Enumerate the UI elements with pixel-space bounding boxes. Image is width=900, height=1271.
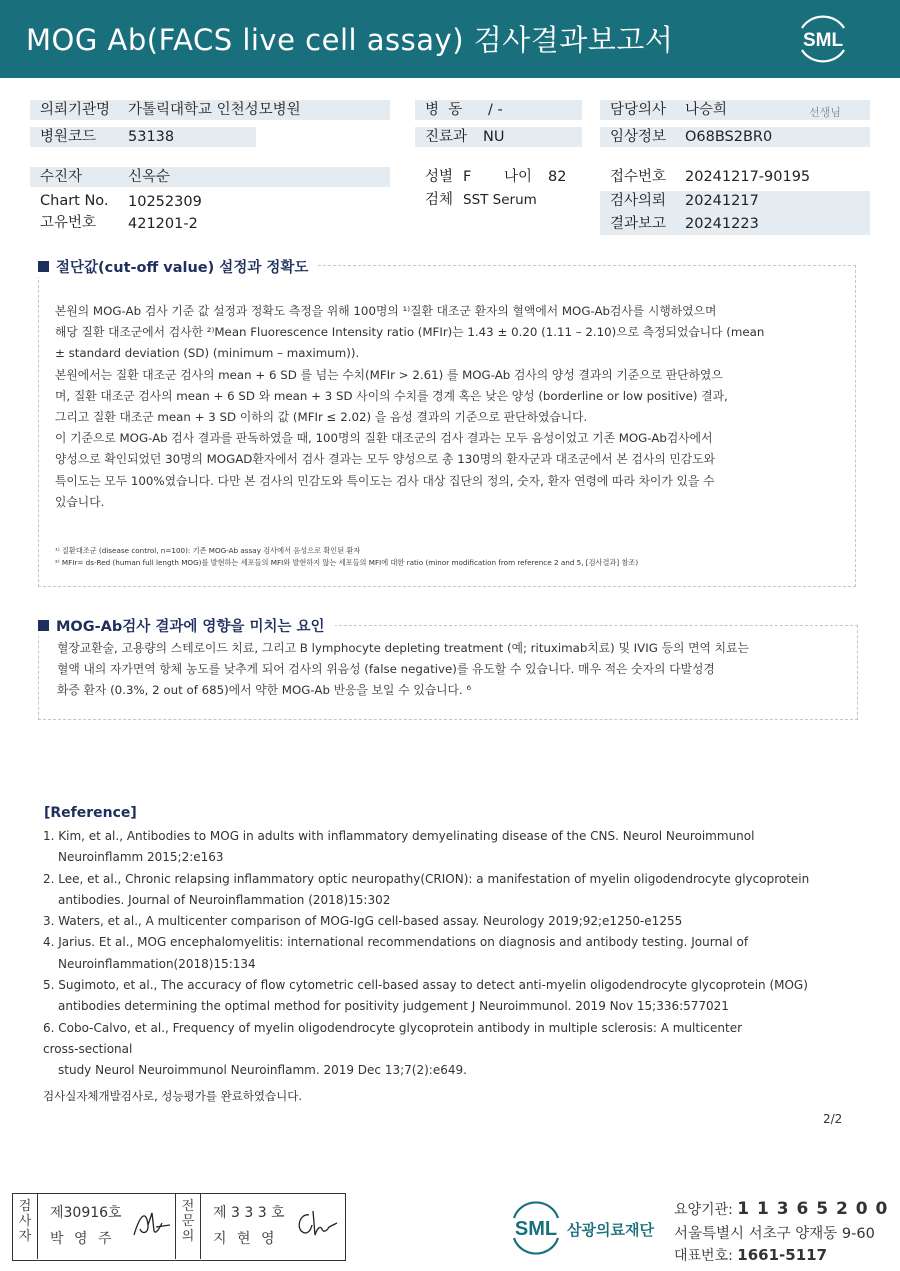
cutoff-line: 이 기준으로 MOG-Ab 검사 결과를 판독하였을 때, 100명의 질환 대조군의 검사 결과는 모두 음성이었고 기존 MOG-Ab검사에서 [55, 431, 713, 446]
department-label: 진료과 [425, 129, 468, 145]
page-number: 2/2 [823, 1112, 843, 1126]
cutoff-section-title: 절단값(cut-off value) 설정과 정확도 [38, 256, 318, 277]
specialist-label: 전문의 [181, 1199, 195, 1244]
institution-value: 가톨릭대학교 인천성모병원 [128, 102, 301, 118]
patient-value: 신옥순 [128, 169, 171, 185]
doctor-suffix: 선생님 [809, 106, 841, 119]
age-label: 나이 [504, 169, 533, 185]
institution-code-label: 요양기관: [674, 1202, 733, 1218]
reference-line: study Neurol Neuroimmunol Neuroinflamm. 2019 Dec 13;7(2):e649. [58, 1063, 467, 1078]
section-marker-icon [38, 620, 49, 631]
phone-number: 1661-5117 [737, 1246, 828, 1264]
factors-section-title: MOG-Ab검사 결과에 영향을 미치는 요인 [38, 615, 335, 636]
specialist-signature [293, 1205, 341, 1245]
sml-logo [792, 10, 854, 68]
report-title: MOG Ab(FACS live cell assay) 검사결과보고서 [26, 23, 674, 57]
reference-list [43, 826, 863, 1082]
reference-title: [Reference] [44, 805, 137, 821]
age-value: 82 [548, 169, 567, 185]
report-value: 20241223 [685, 216, 759, 232]
receipt-value: 20241217-90195 [685, 169, 811, 185]
cutoff-line: ± standard deviation (SD) (minimum – maximum)). [55, 346, 360, 361]
receipt-label: 접수번호 [610, 169, 667, 185]
cutoff-line: 양성으로 확인되었던 30명의 MOGAD환자에서 검사 결과는 모두 양성으로 총 130명의 환자군과 대조군에서 본 검사의 민감도와 [55, 452, 715, 467]
clinical-value: O68BS2BR0 [685, 129, 773, 145]
reference-line: Neuroinflammation(2018)15:134 [58, 956, 256, 971]
ward-label: 병 동 [425, 102, 463, 118]
footnote-1: ¹⁾ 질환대조군 (disease control, n=100): 기존 MOG-Ab assay 검사에서 음성으로 확인된 환자 [55, 546, 361, 555]
divider [200, 1193, 201, 1259]
doctor-value: 나승희 [685, 102, 728, 118]
footer-logo-text: SML [514, 1218, 558, 1240]
reference-line: 5. Sugimoto, et al., The accuracy of flow cytometric cell-based assay to detect anti-myelin oligodendrocyte glycoprotein (MOG) [43, 978, 808, 993]
address: 서울특별시 서초구 양재동 9-60 [674, 1226, 875, 1242]
ward-value: / - [488, 102, 503, 118]
report-label: 결과보고 [610, 216, 667, 232]
reference-line: antibodies. Journal of Neuroinflammation (2018)15:302 [58, 892, 391, 907]
factors-section-body [57, 638, 847, 702]
factors-line: 화증 환자 (0.3%, 2 out of 685)에서 약한 MOG-Ab 반응을 보일 수 있습니다. ⁶ [57, 683, 472, 698]
validation-note: 검사실자체개발검사로, 성능평가를 완료하였습니다. [43, 1089, 303, 1103]
inspector-name: 박 영 주 [50, 1231, 115, 1247]
cutoff-line: 그리고 질환 대조군 mean + 3 SD 이하의 값 (MFIr ≤ 2.02) 을 음성 결과의 기준으로 판단하였습니다. [55, 410, 588, 425]
cutoff-line: 본원에서는 질환 대조군 검사의 mean + 6 SD 를 넘는 수치(MFIr > 2.61) 를 MOG-Ab 검사의 양성 결과의 기준으로 판단하였으 [55, 367, 723, 382]
unique-value: 421201-2 [128, 216, 198, 232]
doctor-label: 담당의사 [610, 102, 667, 118]
specialist-number: 제 3 3 3 호 [213, 1205, 285, 1221]
sex-value: F [463, 169, 472, 185]
institution-label: 의뢰기관명 [40, 102, 111, 118]
reference-line: 6. Cobo-Calvo, et al., Frequency of myelin oligodendrocyte glycoprotein antibody in multiple sclerosis: A multicenter [43, 1020, 743, 1035]
cutoff-line: 본원의 MOG-Ab 검사 기준 값 설정과 정확도 측정을 위해 100명의 ¹⁾질환 대조군 환자의 혈액에서 MOG-Ab검사를 시행하였으며 [55, 304, 717, 318]
cutoff-line: 해당 질환 대조군에서 검사한 ²⁾Mean Fluorescence Intensity ratio (MFIr)는 1.43 ± 0.20 (1.11 – 2.10)으로 측정되었습니다 (mean [55, 325, 765, 340]
chart-label: Chart No. [40, 193, 109, 209]
hospital-code-label: 병원코드 [40, 129, 97, 145]
hospital-code-value: 53138 [128, 129, 175, 145]
institution-code-line [674, 1199, 888, 1219]
sex-label: 성별 [425, 169, 454, 185]
institution-code: 1 1 3 6 5 2 0 0 [737, 1199, 889, 1219]
specialist-name: 지 현 영 [213, 1231, 278, 1247]
patient-label: 수진자 [40, 169, 83, 185]
request-value: 20241217 [685, 193, 759, 209]
reference-line: 4. Jarius. Et al., MOG encephalomyelitis: international recommendations on diagnosis and antibody testing. Journal of [43, 935, 749, 950]
phone-label: 대표번호: [674, 1248, 733, 1264]
chart-value: 10252309 [128, 194, 202, 210]
specimen-value: SST Serum [463, 192, 537, 208]
cutoff-section-body [55, 301, 845, 513]
cutoff-line: 며, 질환 대조군 검사의 mean + 6 SD 와 mean + 3 SD 사이의 수치를 경계 혹은 낮은 양성 (borderline or low positive) 결과, [55, 388, 728, 403]
reference-line: antibodies determining the optimal method for positivity judgement J Neuroimmunol. 2019 Nov 15;336:577021 [58, 999, 729, 1014]
inspector-signature [130, 1205, 172, 1247]
factors-line: 혈액 내의 자가면역 항체 농도를 낮추게 되어 검사의 위음성 (false negative)를 유도할 수 있습니다. 매우 적은 숫자의 다발성경 [57, 662, 715, 677]
reference-line: cross-sectional [43, 1041, 133, 1056]
section-marker-icon [38, 261, 49, 272]
department-value: NU [483, 129, 505, 145]
reference-line: 2. Lee, et al., Chronic relapsing inflammatory optic neuropathy(CRION): a manifestation of myelin oligodendrocyte glycoprotein [43, 871, 810, 886]
reference-line: 3. Waters, et al., A multicenter comparison of MOG-IgG cell-based assay. Neurology 2019;92;e1250-e1255 [43, 914, 683, 929]
reference-line: Neuroinflamm 2015;2:e163 [58, 850, 224, 865]
cutoff-line: 있습니다. [55, 494, 105, 509]
inspector-number: 제30916호 [50, 1205, 122, 1221]
org-name: 삼광의료재단 [567, 1221, 654, 1239]
logo-text: SML [802, 30, 844, 51]
sml-footer-logo [508, 1198, 564, 1260]
request-label: 검사의뢰 [610, 193, 667, 209]
specimen-label: 검체 [425, 192, 454, 208]
info-bar-patient [30, 167, 390, 187]
factors-line: 혈장교환술, 고용량의 스테로이드 치료, 그리고 B lymphocyte depleting treatment (예; rituximab치료) 및 IVIG 등의 면역 치료는 [57, 641, 749, 655]
clinical-label: 임상정보 [610, 129, 667, 145]
cutoff-line: 특이도는 모두 100%였습니다. 다만 본 검사의 민감도와 특이도는 검사 대상 집단의 정의, 숫자, 환자 연령에 따라 차이가 있을 수 [55, 473, 715, 488]
footnote-2: ²⁾ MFIr= ds-Red (human full length MOG)를 발현하는 세포들의 MFI와 발현하지 않는 세포들의 MFI에 대한 ratio (minor modification from reference 2 and 5, [검사결과] 참조) [55, 558, 639, 567]
phone-line [674, 1245, 827, 1265]
inspector-label: 검사자 [18, 1199, 32, 1244]
reference-line: 1. Kim, et al., Antibodies to MOG in adults with inflammatory demyelinating disease of the CNS. Neurol Neuroimmunol [43, 829, 755, 843]
unique-label: 고유번호 [40, 215, 97, 231]
divider [37, 1193, 38, 1259]
